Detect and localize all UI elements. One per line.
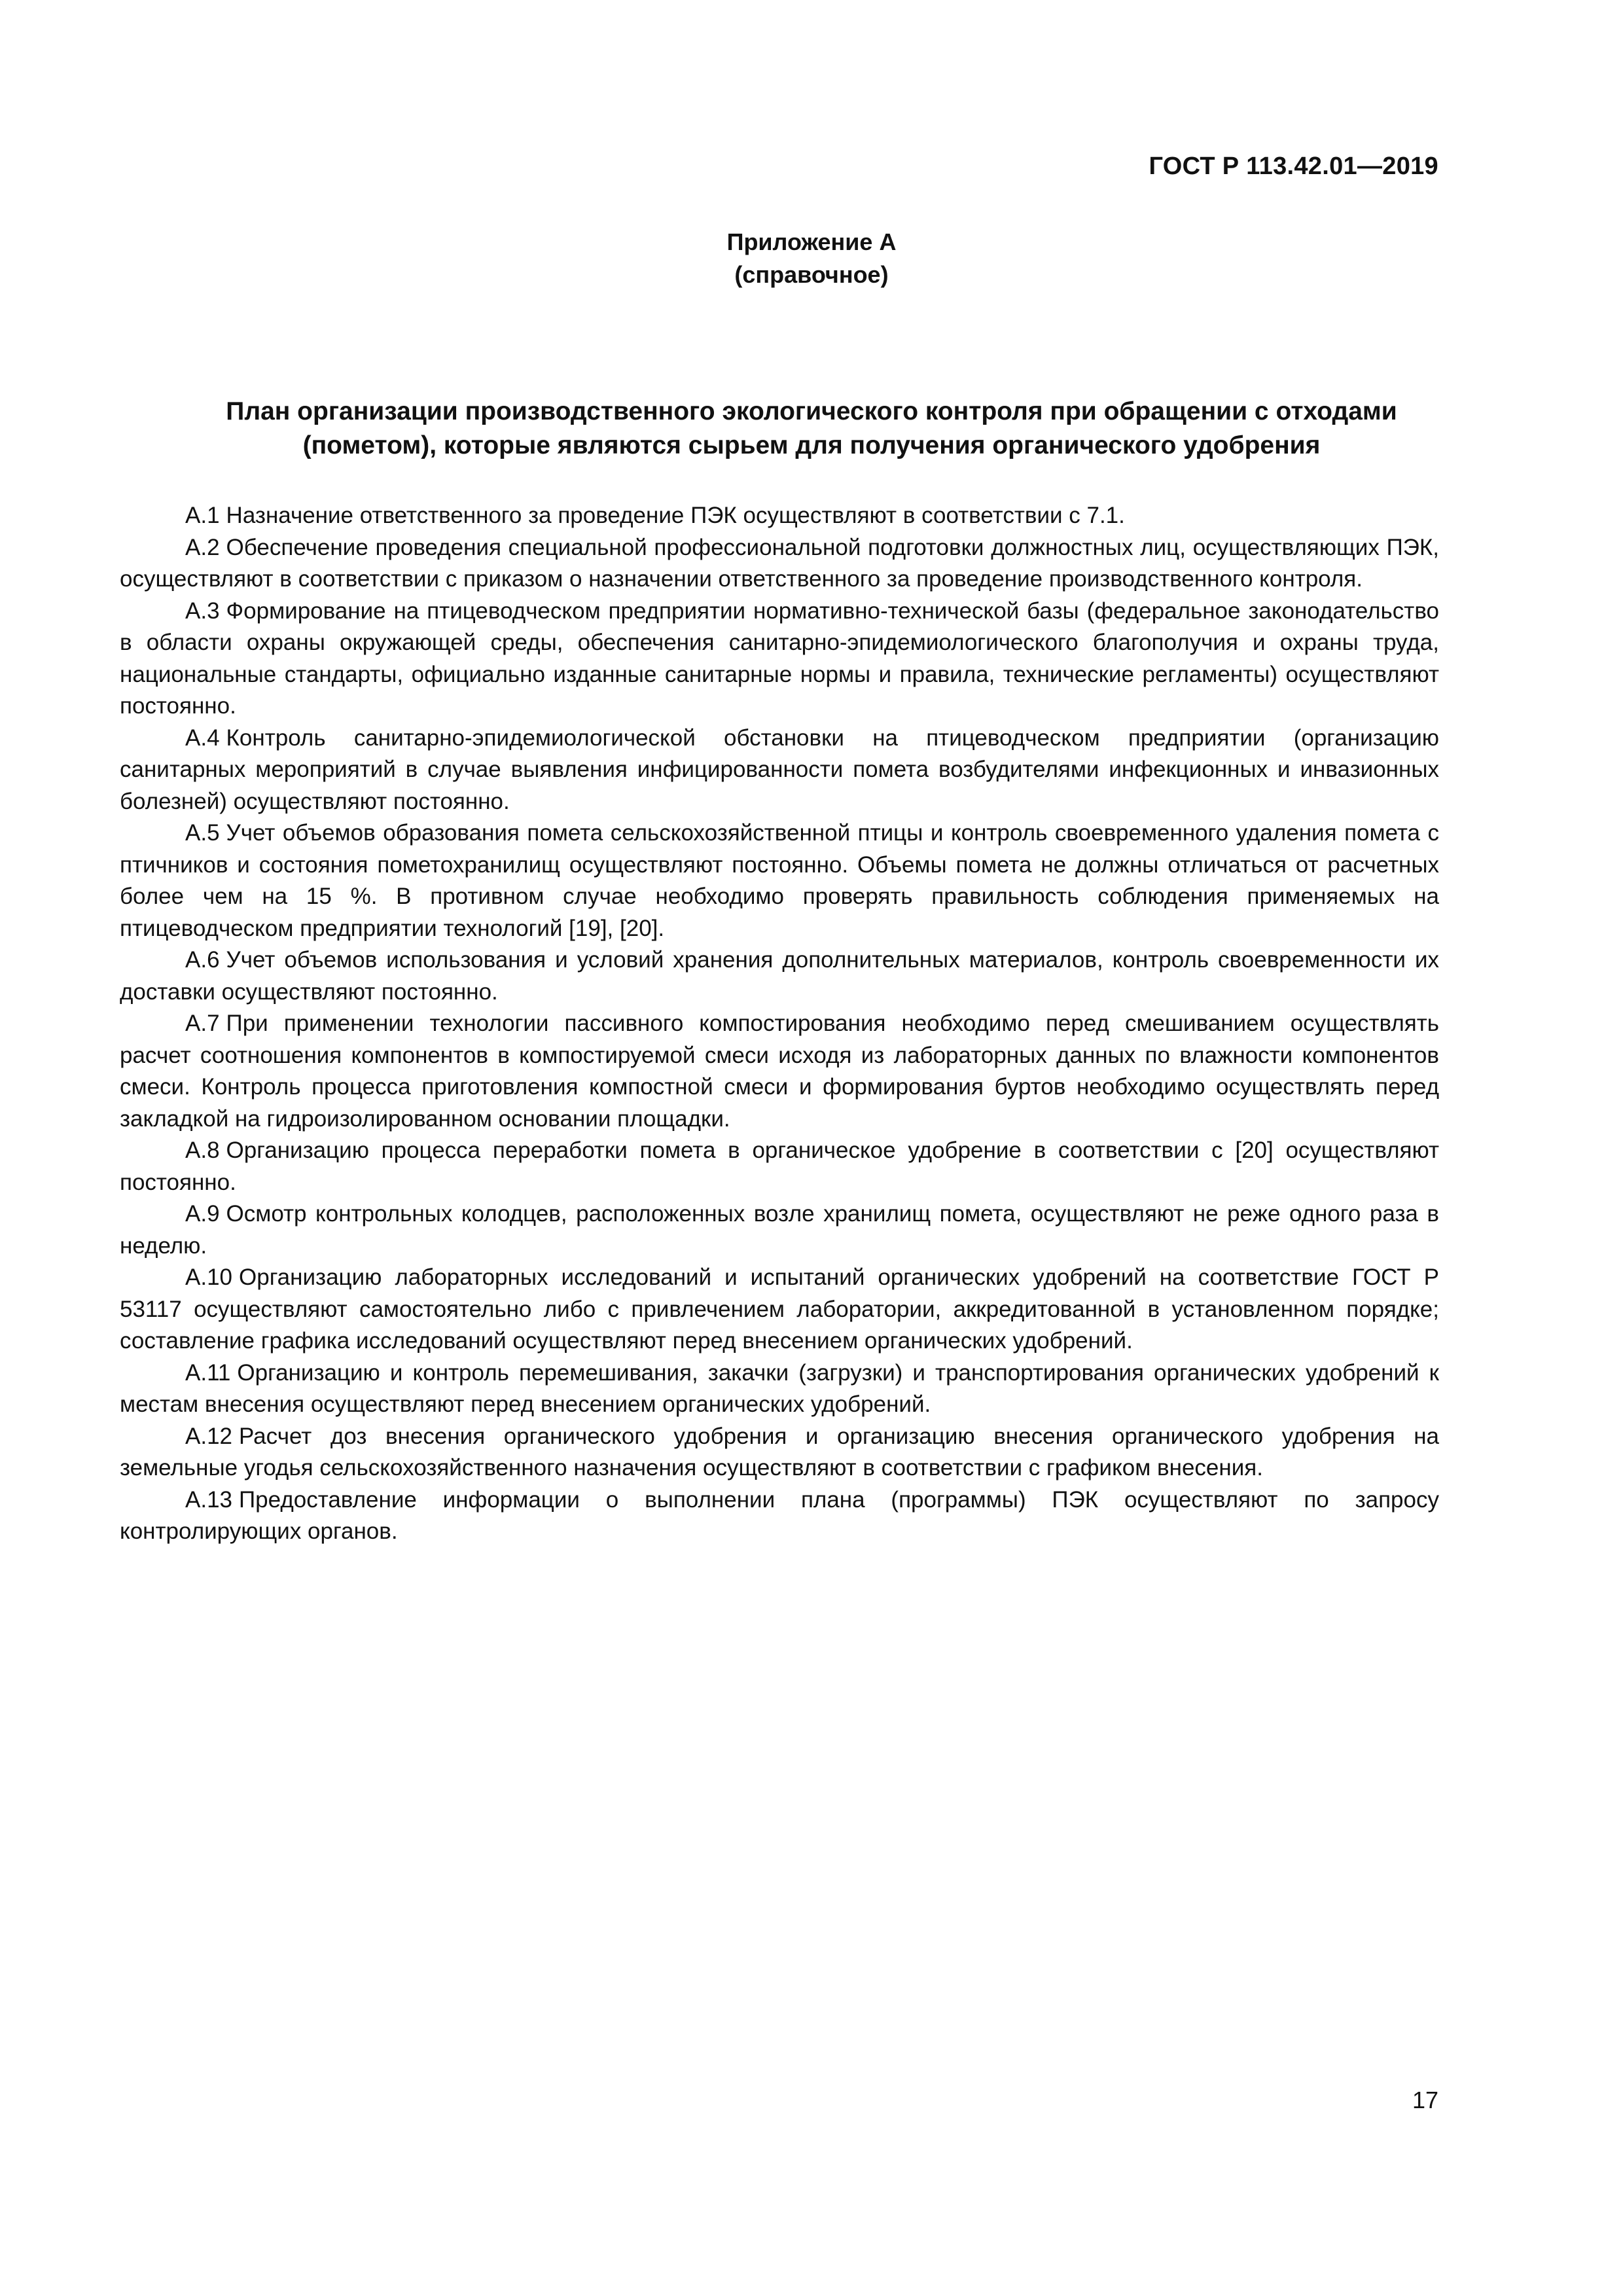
paragraph-number: А.10 [185, 1265, 232, 1290]
paragraph-number: А.8 [185, 1138, 220, 1163]
page-number: 17 [1412, 2087, 1438, 2113]
paragraph-text: Назначение ответственного за проведение ПЭК осуществляют в соответствии с 7.1. [226, 503, 1125, 528]
paragraph-number: А.13 [185, 1486, 232, 1513]
paragraph-a9 [120, 1198, 1439, 1262]
paragraph-number: А.2 [185, 534, 220, 560]
paragraph-text: При применении технологии пассивного компостирования необходимо перед смешиванием осуществлять расчет соотношения компонентов в компостируемой смеси исходя из лабораторных данных по влажности компонентов смеси. Контроль процесса приготовления компостной смеси и формирования буртов необходимо осуществлять перед закладкой на гидроизолированном основании площадки. [120, 1011, 1439, 1132]
paragraph-a1 [120, 500, 1439, 532]
paragraph-text: Учет объемов образования помета сельскохозяйственной птицы и контроль своевременного удаления помета с птичников и состояния пометохранилищ осуществляют постоянно. Объемы помета не должны отличаться от расчетных более чем на 15 %. В противном случае необходимо проверять правильность соблюдения применяемых на птицеводческом предприятии технологий [19], [20]. [120, 820, 1439, 941]
paragraph-number: А.4 [185, 725, 220, 751]
paragraph-a8 [120, 1135, 1439, 1198]
section-title-line-2: (пометом), которые являются сырьем для получения органического удобрения [302, 431, 1321, 459]
paragraph-text: Контроль санитарно-эпидемиологической обстановки на птицеводческом предприятии (организацию санитарных мероприятий в случае выявления инфицированности помета возбудителями инфекционных и инвазионных болезней) осуществляют постоянно. [120, 725, 1439, 814]
paragraph-a3 [120, 596, 1439, 723]
paragraph-number: А.1 [185, 503, 220, 528]
section-title-line-1: План организации производственного экологического контроля при обращении с отходами [226, 397, 1397, 425]
section-title [131, 395, 1492, 463]
paragraph-text: Организацию лабораторных исследований и испытаний органических удобрений на соответствие ГОСТ Р 53117 осуществляют самостоятельно либо с привлечением лаборатории, аккредитованной в установленном порядке; составление графика исследований осуществляют перед внесением органических удобрений. [120, 1265, 1439, 1354]
paragraph-text: Организацию и контроль перемешивания, закачки (загрузки) и транспортирования органических удобрений к местам внесения осуществляют перед внесением органических удобрений. [120, 1359, 1439, 1417]
paragraph-a12 [120, 1421, 1439, 1484]
paragraph-a13 [120, 1484, 1439, 1548]
paragraph-text: Расчет доз внесения органического удобрения и организацию внесения органического удобрения на земельные угодья сельскохозяйственного назначения осуществляют в соответствии с графиком внесения. [120, 1423, 1439, 1480]
paragraph-number: А.11 [185, 1359, 231, 1386]
paragraph-text: Предоставление информации о выполнении плана (программы) ПЭК осуществляют по запросу контролирующих органов. [120, 1486, 1439, 1544]
paragraph-text: Осмотр контрольных колодцев, расположенных возле хранилищ помета, осуществляют не реже одного раза в неделю. [120, 1201, 1439, 1259]
paragraph-number: А.9 [185, 1201, 220, 1227]
paragraph-text: Учет объемов использования и условий хранения дополнительных материалов, контроль своевременности их доставки осуществляют постоянно. [120, 947, 1439, 1005]
paragraph-number: А.6 [185, 947, 220, 973]
paragraph-a4 [120, 723, 1439, 818]
paragraph-number: А.5 [185, 820, 220, 846]
paragraph-a10 [120, 1262, 1439, 1357]
paragraph-number: А.12 [185, 1423, 232, 1449]
paragraph-a5 [120, 817, 1439, 944]
paragraph-text: Формирование на птицеводческом предприятии нормативно-технической базы (федеральное законодательство в области охраны окружающей среды, обеспечения санитарно-эпидемиологического благополучия и охраны труда, национальные стандарты, официально изданные санитарные нормы и правила, технические регламенты) осуществляют постоянно. [120, 598, 1439, 719]
paragraph-a2 [120, 532, 1439, 596]
paragraph-number: А.3 [185, 598, 220, 624]
paragraph-a11 [120, 1357, 1439, 1421]
appendix-heading [0, 226, 1623, 291]
paragraph-a7 [120, 1008, 1439, 1135]
paragraph-number: А.7 [185, 1011, 220, 1036]
appendix-type: (справочное) [734, 261, 889, 288]
paragraph-text: Организацию процесса переработки помета в органическое удобрение в соответствии с [20] осуществляют постоянно. [120, 1138, 1439, 1195]
paragraph-text: Обеспечение проведения специальной профессиональной подготовки должностных лиц, осуществляющих ПЭК, осуществляют в соответствии с приказом о назначении ответственного за проведение производственного контроля. [120, 534, 1439, 592]
document-body [120, 500, 1439, 1548]
paragraph-a6 [120, 944, 1439, 1008]
document-code: ГОСТ Р 113.42.01—2019 [1149, 152, 1438, 180]
appendix-label: Приложение А [726, 228, 897, 255]
